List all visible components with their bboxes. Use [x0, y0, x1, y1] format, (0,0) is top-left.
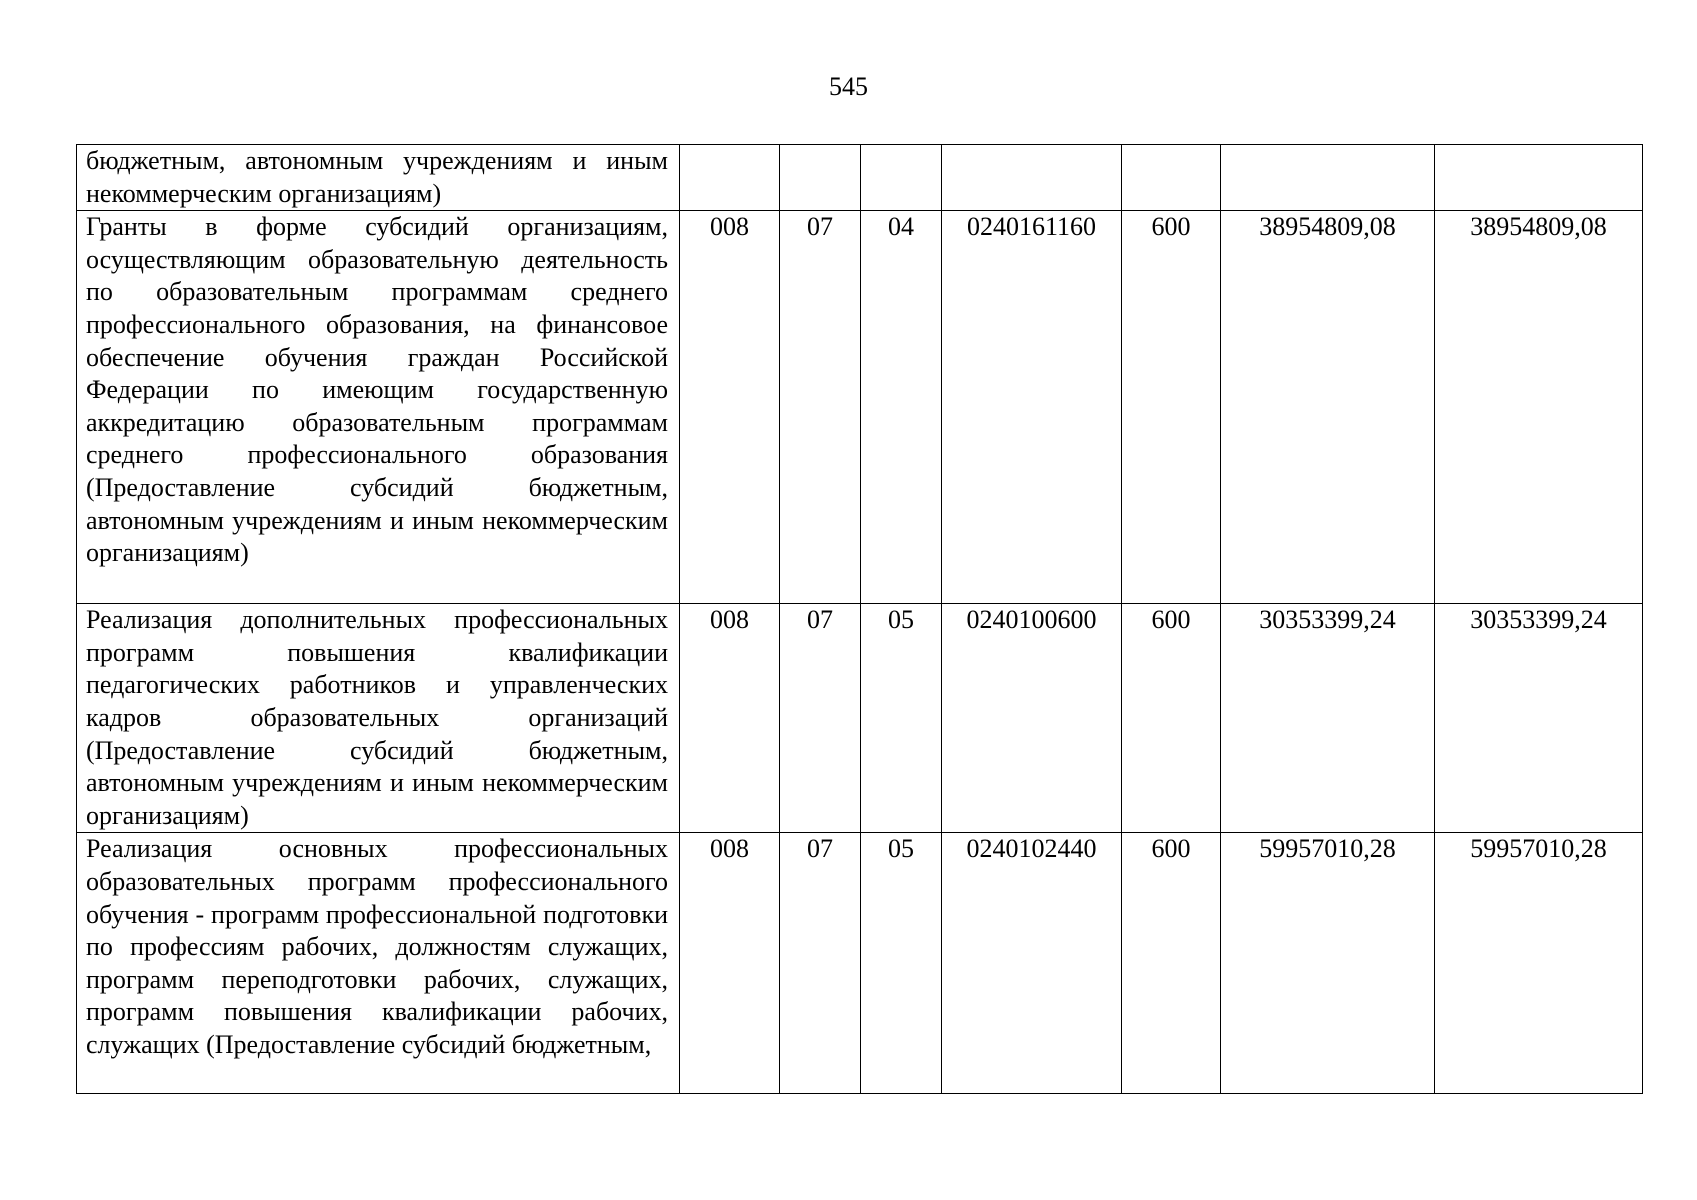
section-code-cell: 07	[780, 833, 861, 1094]
subsection-code-cell: 04	[861, 211, 942, 604]
subsection-code-cell	[861, 145, 942, 211]
expense-name-cell: бюджетным, автономным учреждениям и иным некоммерческим организациям)	[77, 145, 680, 211]
ministry-code-cell: 008	[680, 833, 780, 1094]
budget-table	[76, 144, 1643, 1094]
amount-second-cell: 38954809,08	[1435, 211, 1643, 604]
section-code-cell	[780, 145, 861, 211]
expense-type-cell	[1122, 145, 1221, 211]
amount-first-cell: 59957010,28	[1221, 833, 1435, 1094]
subsection-code-cell: 05	[861, 604, 942, 833]
amount-first-cell: 30353399,24	[1221, 604, 1435, 833]
amount-first-cell	[1221, 145, 1435, 211]
ministry-code-cell	[680, 145, 780, 211]
target-article-cell: 0240161160	[942, 211, 1122, 604]
subsection-code-cell: 05	[861, 833, 942, 1094]
expense-name-cell: Реализация дополнительных профессиональных программ повышения квалификации педагогических работников и управленческих кадров образовательных организаций (Предоставление субсидий бюджетным, автономным учреждениям и иным некоммерческим организациям)	[77, 604, 680, 833]
table-row	[77, 145, 1643, 211]
expense-type-cell: 600	[1122, 604, 1221, 833]
section-code-cell: 07	[780, 211, 861, 604]
amount-second-cell: 59957010,28	[1435, 833, 1643, 1094]
expense-name-cell: Реализация основных профессиональных образовательных программ профессионального обучения - программ профессиональной подготовки по профессиям рабочих, должностям служащих, программ переподготовки рабочих, служащих, программ повышения квалификации рабочих, служащих (Предоставление субсидий бюджетным,	[77, 833, 680, 1094]
amount-second-cell: 30353399,24	[1435, 604, 1643, 833]
expense-name-cell: Гранты в форме субсидий организациям, осуществляющим образовательную деятельность по образовательным программам среднего профессионального образования, на финансовое обеспечение обучения граждан Российской Федерации по имеющим государственную аккредитацию образовательным программам среднего профессионального образования (Предоставление субсидий бюджетным, автономным учреждениям и иным некоммерческим организациям)	[77, 211, 680, 604]
table-row	[77, 833, 1643, 1094]
ministry-code-cell: 008	[680, 211, 780, 604]
target-article-cell: 0240100600	[942, 604, 1122, 833]
expense-type-cell: 600	[1122, 211, 1221, 604]
section-code-cell: 07	[780, 604, 861, 833]
amount-first-cell: 38954809,08	[1221, 211, 1435, 604]
table-row	[77, 211, 1643, 604]
expense-type-cell: 600	[1122, 833, 1221, 1094]
target-article-cell: 0240102440	[942, 833, 1122, 1094]
ministry-code-cell: 008	[680, 604, 780, 833]
table-row	[77, 604, 1643, 833]
amount-second-cell	[1435, 145, 1643, 211]
target-article-cell	[942, 145, 1122, 211]
page-number: 545	[829, 72, 868, 101]
